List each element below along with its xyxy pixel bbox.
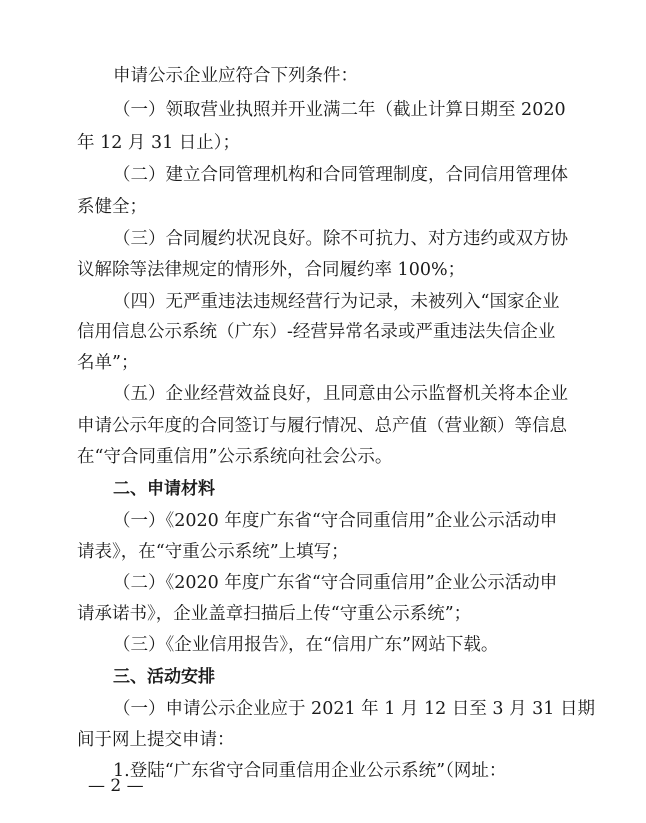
condition-2-line-1: （二）建立合同管理机构和合同管理制度，合同信用管理体 xyxy=(113,165,568,185)
intro-line: 申请公示企业应符合下列条件： xyxy=(113,66,358,86)
condition-1-line-1: （一）领取营业执照并开业满二年（截止计算日期至 2020 xyxy=(113,100,566,120)
condition-3-line-1: （三）合同履约状况良好。除不可抗力、对方违约或双方协 xyxy=(113,229,568,249)
material-2-line-1: （二）《2020 年度广东省“守合同重信用”企业公示活动申 xyxy=(113,573,558,593)
material-1-line-2: 请表》，在“守重公示系统”上填写； xyxy=(77,542,349,562)
page-number: — 2 — xyxy=(88,776,144,796)
section-heading-arrangement: 三、活动安排 xyxy=(113,667,215,687)
condition-5-line-3: 在“守合同重信用”公示系统向社会公示。 xyxy=(77,447,393,467)
condition-2-line-2: 系健全； xyxy=(77,197,147,217)
condition-1-line-2: 年 12 月 31 日止）； xyxy=(77,133,241,153)
condition-5-line-2: 申请公示年度的合同签订与履行情况、总产值（营业额）等信息 xyxy=(77,416,567,436)
section-heading-materials: 二、申请材料 xyxy=(113,479,215,499)
condition-4-line-3: 名单”； xyxy=(77,353,139,373)
condition-4-line-1: （四）无严重违法违规经营行为记录，未被列入“国家企业 xyxy=(113,292,560,312)
condition-3-line-2: 议解除等法律规定的情形外，合同履约率 100%； xyxy=(77,260,466,280)
arrangement-1-line-2: 间于网上提交申请： xyxy=(77,730,235,750)
material-1-line-1: （一）《2020 年度广东省“守合同重信用”企业公示活动申 xyxy=(113,511,558,531)
condition-4-line-2: 信用信息公示系统（广东）-经营异常名录或严重违法失信企业 xyxy=(77,322,556,342)
arrangement-1-line-1: （一）申请公示企业应于 2021 年 1 月 12 日至 3 月 31 日期 xyxy=(113,699,595,719)
condition-5-line-1: （五）企业经营效益良好，且同意由公示监督机关将本企业 xyxy=(113,384,568,404)
material-2-line-2: 请承诺书》，企业盖章扫描后上传“守重公示系统”； xyxy=(77,604,472,624)
material-3-line: （三）《企业信用报告》，在“信用广东”网站下载。 xyxy=(113,635,499,655)
arrangement-1-1-line: 1.登陆“广东省守合同重信用企业公示系统”（网址： xyxy=(113,761,507,781)
